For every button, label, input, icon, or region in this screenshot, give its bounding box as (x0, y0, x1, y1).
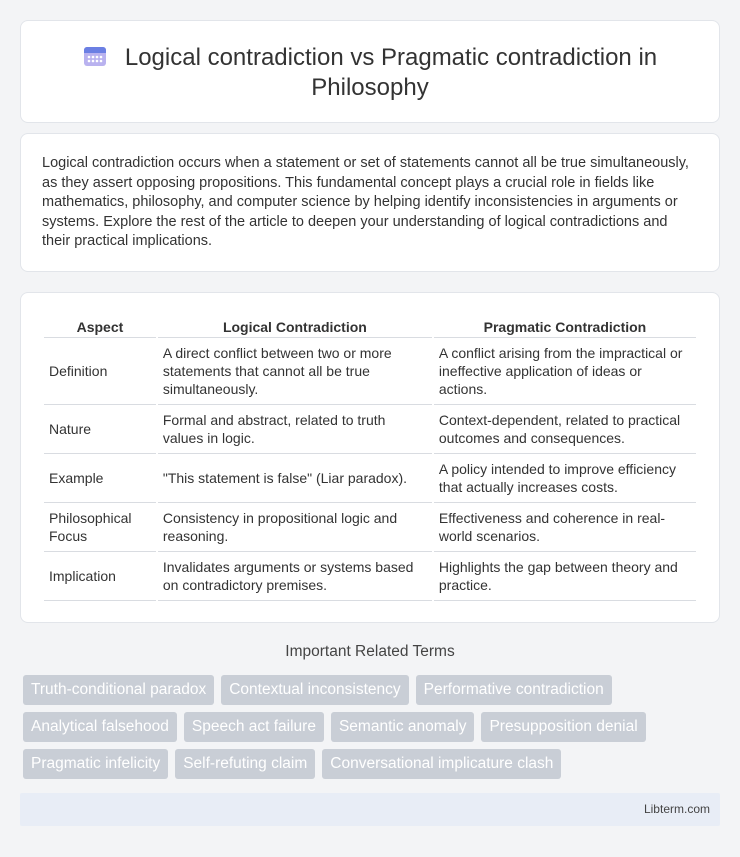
page-title: Logical contradiction vs Pragmatic contradiction in Philosophy (124, 44, 658, 101)
comparison-table (42, 316, 698, 601)
table-row (44, 552, 696, 601)
tag-contextual-inconsistency[interactable]: Contextual inconsistency (221, 675, 408, 705)
row-logical: Invalidates arguments or systems based on contradictory premises. (158, 552, 432, 601)
table-row (44, 454, 696, 503)
intro-paragraph: Logical contradiction occurs when a statement or set of statements cannot all be true simultaneously, as they assert opposing propositions. This fundamental concept plays a crucial role in fields like mathematics, philosophy, and computer science by helping identify inconsistencies in arguments or systems. Explore the rest of the article to deepen your understanding of logical contradictions and their practical implications. (42, 155, 689, 249)
row-logical: A direct conflict between two or more statements that cannot all be true simultaneously. (158, 338, 432, 405)
row-aspect: Nature (44, 405, 156, 454)
row-aspect: Example (44, 454, 156, 503)
row-logical: Formal and abstract, related to truth values in logic. (158, 405, 432, 454)
row-pragmatic: Context-dependent, related to practical outcomes and consequences. (434, 405, 696, 454)
tag-analytical-falsehood[interactable]: Analytical falsehood (23, 712, 177, 742)
tag-presupposition-denial[interactable]: Presupposition denial (481, 712, 645, 742)
tag-pragmatic-infelicity[interactable]: Pragmatic infelicity (23, 749, 168, 779)
header-pragmatic: Pragmatic Contradiction (434, 316, 696, 338)
header-aspect: Aspect (44, 316, 156, 338)
intro-card (20, 133, 720, 272)
tag-performative-contradiction[interactable]: Performative contradiction (416, 675, 612, 705)
related-terms-list (23, 675, 703, 786)
tag-self-refuting-claim[interactable]: Self-refuting claim (175, 749, 315, 779)
row-pragmatic: Effectiveness and coherence in real-world scenarios. (434, 503, 696, 552)
footer (20, 793, 720, 826)
tag-conversational-implicature-clash[interactable]: Conversational implicature clash (322, 749, 561, 779)
page-title-wrap (61, 43, 679, 103)
table-row (44, 405, 696, 454)
tag-semantic-anomaly[interactable]: Semantic anomaly (331, 712, 475, 742)
tag-row (23, 712, 703, 742)
tag-row (23, 675, 703, 705)
row-logical: Consistency in propositional logic and reasoning. (158, 503, 432, 552)
footer-site-link[interactable]: Libterm.com (643, 802, 710, 816)
tag-truth-conditional-paradox[interactable]: Truth-conditional paradox (23, 675, 214, 705)
tag-speech-act-failure[interactable]: Speech act failure (184, 712, 324, 742)
row-logical: "This statement is false" (Liar paradox). (158, 454, 432, 503)
table-row (44, 503, 696, 552)
row-pragmatic: A conflict arising from the impractical or ineffective application of ideas or actions. (434, 338, 696, 405)
tag-row (23, 749, 703, 779)
title-card (20, 20, 720, 123)
table-header-row (44, 316, 696, 338)
row-pragmatic: Highlights the gap between theory and practice. (434, 552, 696, 601)
table-row (44, 338, 696, 405)
row-pragmatic: A policy intended to improve efficiency that actually increases costs. (434, 454, 696, 503)
row-aspect: Implication (44, 552, 156, 601)
row-aspect: Definition (44, 338, 156, 405)
comparison-card (20, 292, 720, 623)
related-terms-heading: Important Related Terms (285, 643, 455, 660)
header-logical: Logical Contradiction (158, 316, 432, 338)
calendar-icon (83, 45, 107, 67)
row-aspect: Philosophical Focus (44, 503, 156, 552)
